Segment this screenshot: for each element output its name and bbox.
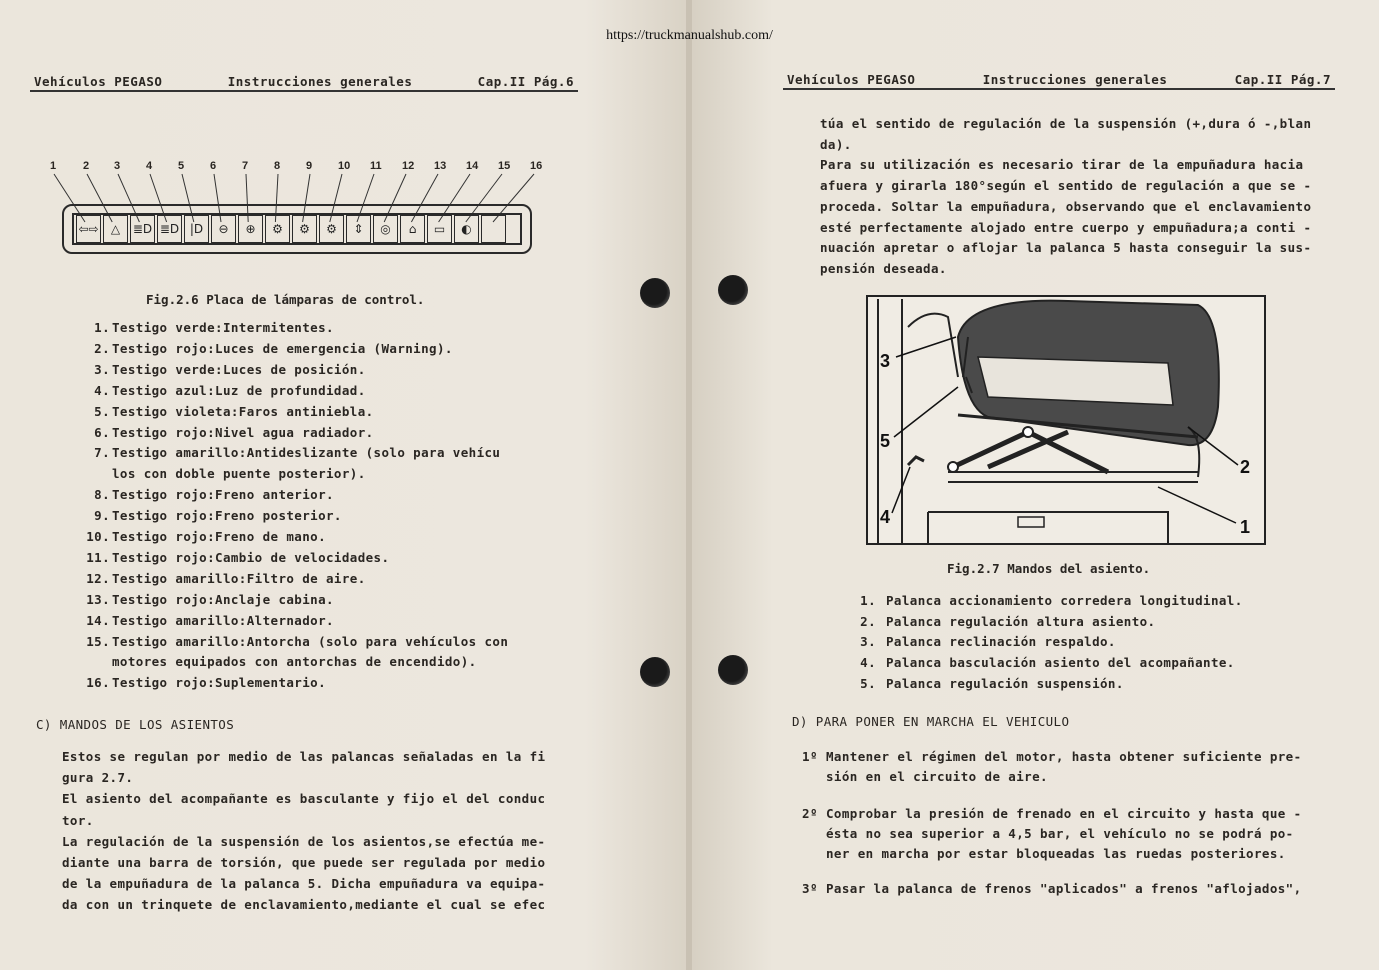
list-text: Testigo amarillo:Antorcha (solo para vehículos con [112,633,509,649]
lamp-icon: ⌂ [400,215,425,243]
seat-control-item [850,676,1124,691]
body-line: gura 2.7. [62,770,134,786]
list-number: 1. [860,593,876,608]
list-number: 9. [94,508,110,524]
lamp-number: 7 [242,160,249,172]
list-number: 2. [94,340,110,356]
list-number: 4. [94,382,110,398]
body-line: da con un trinquete de enclavamiento,mediante el cual se efec [62,897,546,913]
lamp-list-item [70,571,366,586]
binder-hole [640,278,670,308]
lamp-list-item [70,341,453,356]
binder-hole [718,655,748,685]
list-number: 3. [94,361,110,377]
lamp-icon: ◐ [454,215,479,243]
lamp-number: 9 [306,160,313,172]
lamp-list-item [70,425,374,440]
step-line: Pasar la palanca de frenos "aplicados" a frenos "aflojados", [826,881,1302,896]
list-number: 10. [86,529,110,544]
lamp-number: 15 [498,160,511,172]
list-number: 8. [94,487,110,503]
lamp-number: 10 [338,160,351,172]
body-line: El asiento del acompañante es basculante y fijo el del conduc [62,791,546,807]
lamp-number: 8 [274,160,281,172]
list-text: Testigo verde:Luces de posición. [112,361,366,377]
lamp-number: 12 [402,160,415,172]
list-number: 3. [860,634,876,650]
list-number: 16. [86,675,110,691]
list-text: Testigo amarillo:Alternador. [112,612,334,628]
seat-label-5: 5 [880,431,891,451]
step-line: sión en el circuito de aire. [826,769,1048,785]
step-number: 1º [802,749,818,764]
body-line: diante una barra de torsión, que puede ser regulada por medio [62,855,546,870]
list-number: 2. [860,613,876,629]
list-number: 5. [94,403,110,419]
list-text: Palanca reclinación respaldo. [886,634,1116,650]
lamp-number: 3 [114,160,121,172]
list-text: Testigo rojo:Freno de mano. [112,529,326,544]
list-number: 5. [860,675,876,691]
lamp-list-item [70,529,326,544]
lamp-list-item [70,592,334,607]
seat-control-item [850,634,1116,649]
list-number: 14. [86,612,110,628]
section-title-c: C) MANDOS DE LOS ASIENTOS [36,717,235,732]
lamp-panel-figure [50,160,550,260]
lamp-icon: ≣D [157,215,182,243]
lamp-list-item [70,508,342,523]
list-text: Palanca accionamiento corredera longitudinal. [886,593,1243,608]
list-number: 13. [86,591,110,607]
list-number: 6. [94,424,110,440]
header-center: Instrucciones generales [227,74,413,89]
list-text: Testigo rojo:Freno posterior. [112,508,342,524]
list-text: los con doble puente posterior). [112,466,366,482]
lamp-icon: △ [103,215,128,243]
seat-control-item [850,614,1155,629]
lamp-list-item [70,445,500,460]
body-line: esté perfectamente alojado entre cuerpo y empuñadura;a conti - [820,219,1312,235]
lamp-icon: ⚙ [265,215,290,243]
list-text: Palanca basculación asiento del acompañante. [886,655,1235,671]
list-number: 1. [94,320,110,335]
body-line: proceda. Soltar la empuñadura, observando que el enclavamiento [820,198,1312,214]
list-text: Testigo azul:Luz de profundidad. [112,382,366,398]
binder-hole [718,275,748,305]
list-text: Testigo amarillo:Antideslizante (solo para vehícu [112,445,501,461]
list-text: Testigo rojo:Suplementario. [112,675,326,691]
seat-label-2: 2 [1240,457,1251,477]
body-line: Estos se regulan por medio de las palancas señaladas en la fi [62,749,546,764]
list-text: Testigo rojo:Anclaje cabina. [112,591,334,607]
step-line: ner en marcha por estar bloqueadas las ruedas posteriores. [826,846,1286,862]
lamp-number: 5 [178,160,185,172]
list-text: Testigo rojo:Freno anterior. [112,487,334,503]
body-line: afuera y girarla 180°según el sentido de regulación a que se - [820,178,1312,194]
body-line: nuación apretar o aflojar la palanca 5 hasta conseguir la sus- [820,240,1312,256]
seat-controls-figure [866,295,1266,545]
lamp-icon: ⇦⇨ [76,215,101,243]
lamp-panel [62,204,532,254]
lamp-icon: ▭ [427,215,452,243]
figure-caption-2-7: Fig.2.7 Mandos del asiento. [947,561,1151,576]
seat-label-4: 4 [880,507,891,527]
seat-control-item [850,655,1235,670]
header-left: Vehículos PEGASO [787,72,916,87]
right-page-header [783,72,1335,90]
lamp-list-item [70,675,326,690]
seat-label-1: 1 [1240,517,1251,537]
seat-drawing [868,297,1264,543]
list-text: Testigo rojo:Nivel agua radiador. [112,424,374,440]
lamp-list-item [70,362,366,377]
lamp-list-item [70,634,508,649]
seat-control-item [850,593,1243,608]
list-text: Testigo verde:Intermitentes. [112,320,334,335]
list-text: Testigo rojo:Cambio de velocidades. [112,549,390,565]
list-number: 15. [86,633,110,649]
lamp-list-item [70,320,334,335]
lamp-number: 14 [466,160,479,172]
book-gutter [686,0,692,970]
step-number: 2º [802,806,818,821]
step-number: 3º [802,881,818,896]
lamp-icon: ⚙ [319,215,344,243]
body-line: túa el sentido de regulación de la suspensión (+,dura ó -,blan [820,116,1312,131]
lamp-list-item [70,550,389,565]
lamp-number: 2 [83,160,90,172]
lamp-number: 13 [434,160,447,172]
left-page-header [30,74,578,92]
lamp-list-item [70,654,477,669]
lamp-number: 16 [530,160,543,172]
step-line: Comprobar la presión de frenado en el circuito y hasta que - [826,806,1302,821]
lamp-list-item [70,404,374,419]
list-text: Testigo amarillo:Filtro de aire. [112,570,366,586]
list-text: Testigo rojo:Luces de emergencia (Warning). [112,340,453,356]
seat-label-3: 3 [880,351,891,371]
header-right: Cap.II Pág.6 [477,74,574,89]
lamp-list-item [70,466,366,481]
lamp-icon: ◎ [373,215,398,243]
step-line: Mantener el régimen del motor, hasta obtener suficiente pre- [826,749,1302,764]
header-right: Cap.II Pág.7 [1234,72,1331,87]
lamp-numbers [50,160,550,180]
lamp-number: 1 [50,160,57,172]
list-number: 4. [860,655,876,671]
list-text: Testigo violeta:Faros antiniebla. [112,403,374,419]
lamp-icon: ⊖ [211,215,236,243]
figure-caption-2-6: Fig.2.6 Placa de lámparas de control. [146,292,425,307]
lamp-number: 11 [370,160,382,172]
list-number: 7. [94,445,110,461]
lamp-icon: ≣D [130,215,155,243]
body-line: La regulación de la suspensión de los asientos,se efectúa me- [62,833,546,849]
lamp-list-item [70,383,366,398]
list-text: Palanca regulación suspensión. [886,675,1124,691]
binder-hole [640,657,670,687]
lamp-list-item [70,487,334,502]
body-line: pensión deseada. [820,260,947,276]
lamp-number: 6 [210,160,217,172]
step-line: ésta no sea superior a 4,5 bar, el vehículo no se podrá po- [826,826,1294,842]
lamp-icon: ⊕ [238,215,263,243]
lamp-icon [481,215,506,243]
lamp-row [72,213,522,245]
header-center: Instrucciones generales [982,72,1168,87]
lamp-icon: ⇕ [346,215,371,243]
source-url: https://truckmanualshub.com/ [606,28,773,43]
list-number: 12. [86,570,110,586]
section-title-d: D) PARA PONER EN MARCHA EL VEHICULO [792,714,1070,729]
lamp-number: 4 [146,160,153,172]
lamp-list-item [70,613,334,628]
left-page [0,0,688,970]
list-text: Palanca regulación altura asiento. [886,613,1156,629]
body-line: tor. [62,812,94,828]
lamp-icon: ⚙ [292,215,317,243]
lamp-icon: |D [184,215,209,243]
list-text: motores equipados con antorchas de encendido). [112,654,477,670]
header-left: Vehículos PEGASO [34,74,163,89]
list-number: 11. [86,549,110,565]
body-line: de la empuñadura de la palanca 5. Dicha empuñadura va equipa- [62,876,546,892]
body-line: Para su utilización es necesario tirar de la empuñadura hacia [820,157,1304,173]
body-line: da). [820,136,852,152]
